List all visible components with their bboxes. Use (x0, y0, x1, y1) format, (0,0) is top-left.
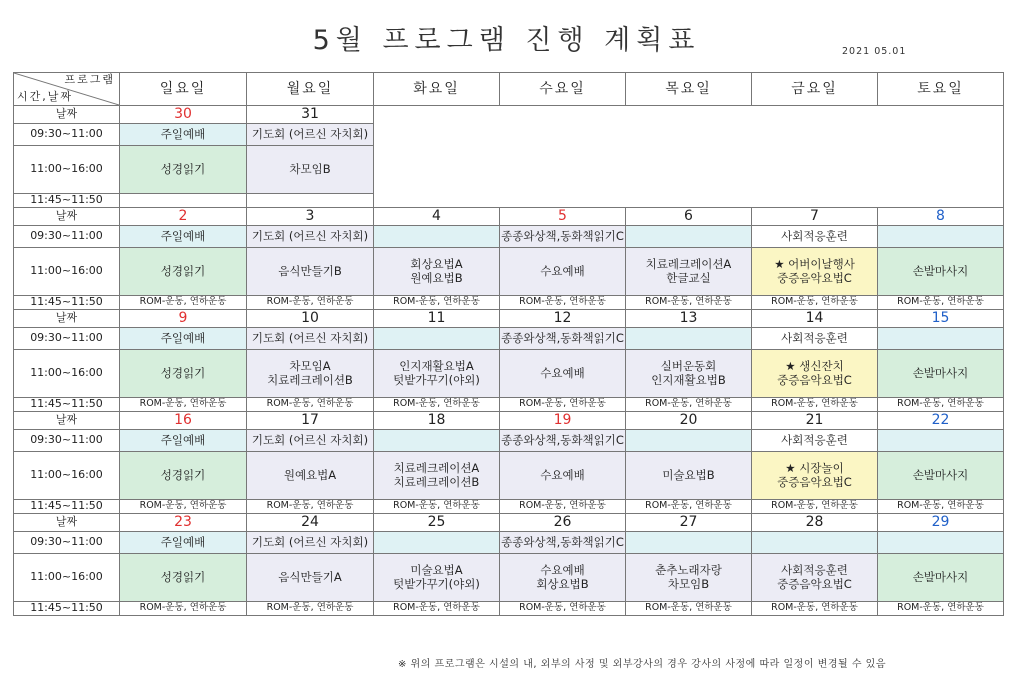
time-row (14, 328, 1004, 350)
activity-cell: ROM-운동, 연하운동 (500, 296, 626, 310)
activity-cell (626, 430, 752, 452)
activity-cell (374, 328, 500, 350)
corner-time-label: 시간,날짜 (17, 90, 74, 104)
date-cell: 19 (500, 412, 626, 430)
time-row (14, 602, 1004, 616)
row-label: 날짜 (14, 514, 120, 532)
activity-cell: 주일예배 (120, 124, 247, 146)
date-cell: 26 (500, 514, 626, 532)
date-cell: 25 (374, 514, 500, 532)
activity-cell (374, 226, 500, 248)
time-row (14, 350, 1004, 398)
date-cell: 28 (752, 514, 878, 532)
row-label: 날짜 (14, 106, 120, 124)
activity-cell: 종종와상책,동화책읽기C (500, 532, 626, 554)
activity-cell: 차모임B (247, 146, 374, 194)
date-cell: 18 (374, 412, 500, 430)
activity-cell: 원예요법A (247, 452, 374, 500)
corner-cell (14, 73, 120, 106)
date-cell: 29 (878, 514, 1004, 532)
activity-cell: 성경읽기 (120, 350, 247, 398)
activity-cell (878, 226, 1004, 248)
day-header: 목요일 (626, 73, 752, 106)
day-header: 수요일 (500, 73, 626, 106)
schedule-table (13, 72, 1004, 616)
activity-cell: 치료레크레이션A 한글교실 (626, 248, 752, 296)
activity-cell: 기도회 (어르신 자치회) (247, 124, 374, 146)
activity-cell: 주일예배 (120, 328, 247, 350)
activity-cell: 춘추노래자랑 차모임B (626, 554, 752, 602)
activity-cell: 인지재활요법A 텃밭가꾸기(야외) (374, 350, 500, 398)
activity-cell: 미술요법A 텃밭가꾸기(야외) (374, 554, 500, 602)
activity-cell: ROM-운동, 연하운동 (626, 398, 752, 412)
row-label: 09:30~11:00 (14, 430, 120, 452)
document-date: 2021 05.01 (842, 46, 907, 57)
date-cell: 11 (374, 310, 500, 328)
row-label: 11:45~11:50 (14, 398, 120, 412)
date-cell: 17 (247, 412, 374, 430)
activity-cell: 성경읽기 (120, 554, 247, 602)
date-cell: 4 (374, 208, 500, 226)
activity-cell: 음식만들기B (247, 248, 374, 296)
date-cell: 5 (500, 208, 626, 226)
activity-cell (626, 226, 752, 248)
activity-cell: 실버운동회 인지재활요법B (626, 350, 752, 398)
day-header: 일요일 (120, 73, 247, 106)
row-label: 11:00~16:00 (14, 554, 120, 602)
corner-program-label: 프로그램 (64, 73, 115, 86)
activity-cell: 사회적응훈련 (752, 226, 878, 248)
activity-cell: ROM-운동, 연하운동 (752, 296, 878, 310)
activity-cell: 미술요법B (626, 452, 752, 500)
date-cell: 8 (878, 208, 1004, 226)
time-row (14, 226, 1004, 248)
activity-cell: ROM-운동, 연하운동 (878, 602, 1004, 616)
date-row (14, 106, 1004, 124)
activity-cell: 수요예배 (500, 350, 626, 398)
activity-cell (752, 532, 878, 554)
row-label: 11:45~11:50 (14, 500, 120, 514)
date-cell: 12 (500, 310, 626, 328)
page-title: 5월 프로그램 진행 계획표 (312, 25, 701, 56)
date-cell: 10 (247, 310, 374, 328)
activity-cell (878, 328, 1004, 350)
row-label: 11:00~16:00 (14, 452, 120, 500)
activity-cell: ROM-운동, 연하운동 (120, 398, 247, 412)
date-cell: 3 (247, 208, 374, 226)
activity-cell: 주일예배 (120, 532, 247, 554)
date-cell: 6 (626, 208, 752, 226)
activity-cell (247, 194, 374, 208)
activity-cell: 성경읽기 (120, 146, 247, 194)
empty-block (374, 106, 1004, 208)
date-cell: 22 (878, 412, 1004, 430)
row-label: 09:30~11:00 (14, 532, 120, 554)
activity-cell (878, 532, 1004, 554)
activity-cell: ROM-운동, 연하운동 (752, 602, 878, 616)
activity-cell: ROM-운동, 연하운동 (626, 602, 752, 616)
activity-cell (878, 430, 1004, 452)
activity-cell: ROM-운동, 연하운동 (374, 602, 500, 616)
activity-cell: ★ 생신잔치 중증음악요법C (752, 350, 878, 398)
footnote: ※ 위의 프로그램은 시설의 내, 외부의 사정 및 외부강사의 경우 강사의 사정에 따라 일정이 변경될 수 있음 (398, 659, 886, 670)
activity-cell: ROM-운동, 연하운동 (500, 398, 626, 412)
row-label: 11:00~16:00 (14, 350, 120, 398)
date-row (14, 412, 1004, 430)
activity-cell: 차모임A 치료레크레이션B (247, 350, 374, 398)
activity-cell: 종종와상책,동화책읽기C (500, 226, 626, 248)
date-cell: 24 (247, 514, 374, 532)
activity-cell: 기도회 (어르신 자치회) (247, 430, 374, 452)
activity-cell (374, 532, 500, 554)
date-cell: 30 (120, 106, 247, 124)
time-row (14, 532, 1004, 554)
activity-cell: ROM-운동, 연하운동 (120, 296, 247, 310)
activity-cell: 수요예배 (500, 452, 626, 500)
activity-cell (626, 532, 752, 554)
date-cell: 7 (752, 208, 878, 226)
time-row (14, 500, 1004, 514)
time-row (14, 430, 1004, 452)
activity-cell: ROM-운동, 연하운동 (626, 296, 752, 310)
row-label: 날짜 (14, 310, 120, 328)
row-label: 11:00~16:00 (14, 146, 120, 194)
activity-cell: ROM-운동, 연하운동 (878, 500, 1004, 514)
date-cell: 20 (626, 412, 752, 430)
date-row (14, 514, 1004, 532)
activity-cell: 사회적응훈련 중증음악요법C (752, 554, 878, 602)
activity-cell: ROM-운동, 연하운동 (500, 602, 626, 616)
activity-cell: 음식만들기A (247, 554, 374, 602)
activity-cell: 손발마사지 (878, 248, 1004, 296)
row-label: 11:00~16:00 (14, 248, 120, 296)
time-row (14, 398, 1004, 412)
activity-cell: 수요예배 회상요법B (500, 554, 626, 602)
activity-cell: 기도회 (어르신 자치회) (247, 532, 374, 554)
activity-cell: ROM-운동, 연하운동 (247, 296, 374, 310)
activity-cell: 성경읽기 (120, 452, 247, 500)
activity-cell: ROM-운동, 연하운동 (247, 398, 374, 412)
activity-cell (626, 328, 752, 350)
activity-cell: 손발마사지 (878, 452, 1004, 500)
time-row (14, 554, 1004, 602)
activity-cell: 기도회 (어르신 자치회) (247, 226, 374, 248)
row-label: 날짜 (14, 412, 120, 430)
activity-cell: 성경읽기 (120, 248, 247, 296)
activity-cell: 주일예배 (120, 430, 247, 452)
date-cell: 14 (752, 310, 878, 328)
activity-cell: ROM-운동, 연하운동 (752, 398, 878, 412)
day-header: 토요일 (878, 73, 1004, 106)
activity-cell: 종종와상책,동화책읽기C (500, 430, 626, 452)
activity-cell: ROM-운동, 연하운동 (120, 602, 247, 616)
activity-cell: ROM-운동, 연하운동 (247, 500, 374, 514)
activity-cell: ROM-운동, 연하운동 (374, 296, 500, 310)
date-cell: 16 (120, 412, 247, 430)
activity-cell: 손발마사지 (878, 554, 1004, 602)
activity-cell: 수요예배 (500, 248, 626, 296)
activity-cell: 치료레크레이션A 치료레크레이션B (374, 452, 500, 500)
row-label: 날짜 (14, 208, 120, 226)
date-cell: 9 (120, 310, 247, 328)
activity-cell: ROM-운동, 연하운동 (878, 398, 1004, 412)
date-row (14, 310, 1004, 328)
activity-cell: 회상요법A 원예요법B (374, 248, 500, 296)
date-cell: 31 (247, 106, 374, 124)
date-cell: 13 (626, 310, 752, 328)
date-row (14, 208, 1004, 226)
date-cell: 23 (120, 514, 247, 532)
date-cell: 27 (626, 514, 752, 532)
time-row (14, 296, 1004, 310)
row-label: 11:45~11:50 (14, 194, 120, 208)
day-header: 월요일 (247, 73, 374, 106)
activity-cell (120, 194, 247, 208)
date-cell: 21 (752, 412, 878, 430)
date-cell: 2 (120, 208, 247, 226)
header-row (14, 73, 1004, 106)
time-row (14, 452, 1004, 500)
time-row (14, 248, 1004, 296)
row-label: 11:45~11:50 (14, 296, 120, 310)
activity-cell: ROM-운동, 연하운동 (752, 500, 878, 514)
activity-cell: ROM-운동, 연하운동 (374, 398, 500, 412)
activity-cell: 사회적응훈련 (752, 328, 878, 350)
date-cell: 15 (878, 310, 1004, 328)
row-label: 09:30~11:00 (14, 328, 120, 350)
activity-cell: 사회적응훈련 (752, 430, 878, 452)
activity-cell (374, 430, 500, 452)
day-header: 화요일 (374, 73, 500, 106)
activity-cell: 주일예배 (120, 226, 247, 248)
activity-cell: 종종와상책,동화책읽기C (500, 328, 626, 350)
activity-cell: ROM-운동, 연하운동 (500, 500, 626, 514)
row-label: 11:45~11:50 (14, 602, 120, 616)
activity-cell: ROM-운동, 연하운동 (626, 500, 752, 514)
activity-cell: 기도회 (어르신 자치회) (247, 328, 374, 350)
row-label: 09:30~11:00 (14, 226, 120, 248)
activity-cell: ★ 어버이날행사 중증음악요법C (752, 248, 878, 296)
activity-cell: ROM-운동, 연하운동 (374, 500, 500, 514)
activity-cell: 손발마사지 (878, 350, 1004, 398)
activity-cell: ROM-운동, 연하운동 (247, 602, 374, 616)
day-header: 금요일 (752, 73, 878, 106)
activity-cell: ROM-운동, 연하운동 (120, 500, 247, 514)
row-label: 09:30~11:00 (14, 124, 120, 146)
activity-cell: ROM-운동, 연하운동 (878, 296, 1004, 310)
activity-cell: ★ 시장놀이 중증음악요법C (752, 452, 878, 500)
